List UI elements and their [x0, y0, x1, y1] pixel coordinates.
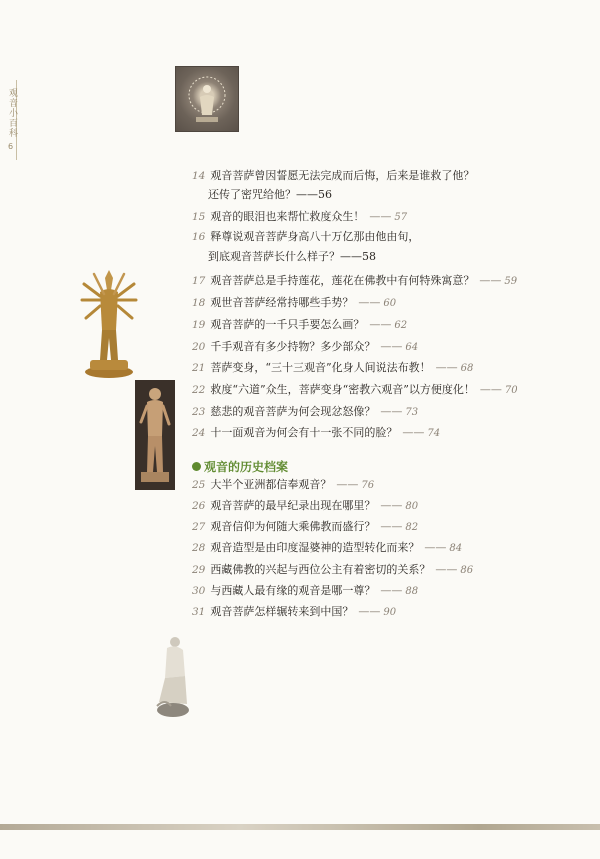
- toc-entry[interactable]: 15 观音的眼泪也来帮忙救度众生！ —— 57: [192, 210, 408, 223]
- toc-entry[interactable]: 27 观音信仰为何随大乘佛教而盛行？ —— 82: [192, 520, 419, 533]
- stone-statue-image: [135, 380, 175, 490]
- toc-entry[interactable]: 25 大半个亚洲都信奉观音？ —— 76: [192, 478, 375, 491]
- side-book-title: 观音小百科: [7, 88, 17, 138]
- page-ref: 56: [318, 188, 332, 201]
- bullet-dot-icon: [192, 462, 201, 471]
- thangka-image: [175, 66, 239, 132]
- toc-entry[interactable]: 18 观世音菩萨经常持哪些手势？ —— 60: [192, 296, 397, 309]
- section-heading: 观音的历史档案: [192, 458, 288, 475]
- porcelain-statue-image: [153, 632, 193, 720]
- toc-entry[interactable]: 29 西藏佛教的兴起与西位公主有着密切的关系？ —— 86: [192, 563, 474, 576]
- page-ref: 73: [405, 407, 419, 418]
- page-ref: 70: [504, 385, 518, 396]
- toc-entry[interactable]: 30 与西藏人最有缘的观音是哪一尊？ —— 88: [192, 584, 419, 597]
- page-ref: 86: [460, 565, 474, 576]
- page-ref: 57: [394, 212, 408, 223]
- toc-entry[interactable]: 20 千手观音有多少持物？多少部众？ —— 64: [192, 340, 419, 353]
- toc-entry[interactable]: 31 观音菩萨怎样辗转来到中国？ —— 90: [192, 605, 397, 618]
- page-ref: 62: [394, 320, 408, 331]
- toc-entry[interactable]: 28 观音造型是由印度湿婆神的造型转化而来？ —— 84: [192, 541, 463, 554]
- toc-entry[interactable]: 23 慈悲的观音菩萨为何会现忿怒像？ —— 73: [192, 405, 419, 418]
- page-ref: 64: [405, 342, 419, 353]
- page-ref: 58: [362, 250, 376, 263]
- toc-entry[interactable]: 16 释尊说观音菩萨身高八十万亿那由他由旬，: [192, 230, 420, 243]
- page-ref: 68: [460, 363, 474, 374]
- page-ref: 84: [449, 543, 463, 554]
- page-ref: 80: [405, 501, 419, 512]
- toc-entry[interactable]: 26 观音菩萨的最早纪录出现在哪里？ —— 80: [192, 499, 419, 512]
- page-ref: 90: [383, 607, 397, 618]
- page-ref: 60: [383, 298, 397, 309]
- page-ref: 76: [361, 480, 375, 491]
- page-ref: 88: [405, 586, 419, 597]
- toc-entry[interactable]: 17 观音菩萨总是手持莲花，莲花在佛教中有何特殊寓意？ —— 59: [192, 274, 518, 287]
- page-ref: 74: [427, 428, 441, 439]
- toc-entry[interactable]: 14 观音菩萨曾因誓愿无法完成而后悔，后来是谁救了他？: [192, 169, 475, 182]
- toc-entry[interactable]: 19 观音菩萨的一千只手要怎么画？ —— 62: [192, 318, 408, 331]
- toc-entry-continuation[interactable]: 到底观音菩萨长什么样子？——58: [208, 250, 376, 263]
- toc-entry[interactable]: 21 菩萨变身，“三十三观音”化身人间说法布教！ —— 68: [192, 361, 474, 374]
- page-bottom-edge: [0, 824, 600, 830]
- side-page-number: 6: [8, 142, 14, 151]
- thousand-arm-statue-image: [80, 260, 138, 380]
- toc-entry-continuation[interactable]: 还传了密咒给他？——56: [208, 188, 332, 201]
- toc-entry[interactable]: 24 十一面观音为何会有十一张不同的脸？ —— 74: [192, 426, 441, 439]
- page-ref: 59: [504, 276, 518, 287]
- page-ref: 82: [405, 522, 419, 533]
- toc-entry[interactable]: 22 救度“六道”众生，菩萨变身“密教六观音”以方便度化！ —— 70: [192, 383, 518, 396]
